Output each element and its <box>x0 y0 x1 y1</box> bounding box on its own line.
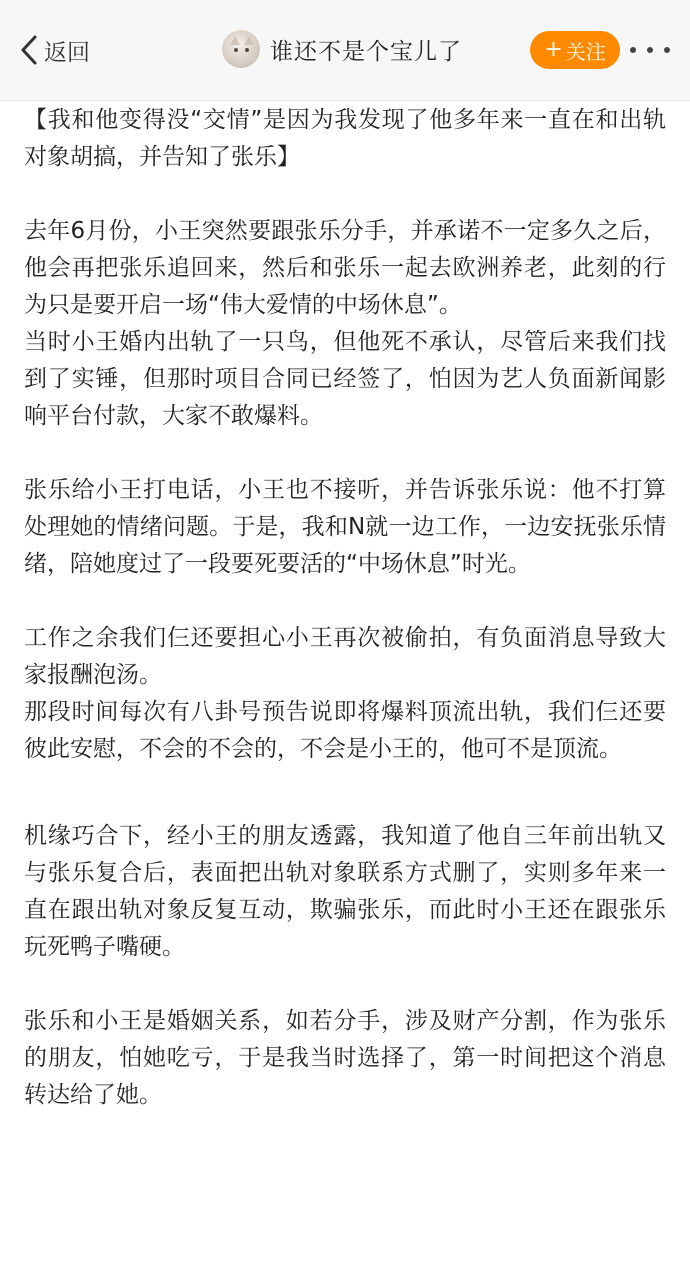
follow-button[interactable] <box>530 31 620 69</box>
paragraph: 工作之余我们仨还要担心小王再次被偷拍，有负面消息导致大家报酬泡汤。 <box>24 625 666 688</box>
avatar[interactable] <box>222 30 260 68</box>
top-nav-bar <box>0 0 690 101</box>
paragraph: 张乐和小王是婚姻关系，如若分手，涉及财产分割，作为张乐的朋友，怕她吃亏，于是我当时选择了，第一时间把这个消息转达给了她。 <box>24 1008 666 1108</box>
more-options-icon[interactable] <box>630 36 670 64</box>
paragraph: 机缘巧合下，经小王的朋友透露，我知道了他自三年前出轨又与张乐复合后，表面把出轨对象联系方式删了，实则多年来一直在跟出轨对象反复互动，欺骗张乐，而此时小王还在跟张乐玩死鸭子嘴硬。 <box>24 823 666 960</box>
paragraph: 张乐给小王打电话，小王也不接听，并告诉张乐说：他不打算处理她的情绪问题。于是，我和N就一边工作，一边安抚张乐情绪，陪她度过了一段要死要活的“中场休息”时光。 <box>24 477 666 577</box>
paragraph: 那段时间每次有八卦号预告说即将爆料顶流出轨，我们仨还要彼此安慰，不会的不会的，不会是小王的，他可不是顶流。 <box>24 699 666 762</box>
article-body <box>24 102 666 1114</box>
follow-label: 关注 <box>565 39 606 64</box>
chevron-left-icon <box>18 33 40 67</box>
paragraph: 当时小王婚内出轨了一只鸟，但他死不承认，尽管后来我们找到了实锤，但那时项目合同已经签了，怕因为艺人负面新闻影响平台付款，大家不敢爆料。 <box>24 329 666 429</box>
back-button[interactable] <box>18 30 90 70</box>
back-label: 返回 <box>44 39 90 66</box>
author-info[interactable] <box>222 29 462 69</box>
paragraph: 去年6月份，小王突然要跟张乐分手，并承诺不一定多久之后，他会再把张乐追回来，然后和张乐一起去欧洲养老，此刻的行为只是要开启一场“伟大爱情的中场休息”。 <box>24 218 666 318</box>
author-name[interactable]: 谁还不是个宝儿了 <box>270 38 462 65</box>
plus-icon: + <box>544 37 563 62</box>
article-heading: 【我和他变得没“交情”是因为我发现了他多年来一直在和出轨对象胡搞，并告知了张乐】 <box>24 107 666 170</box>
